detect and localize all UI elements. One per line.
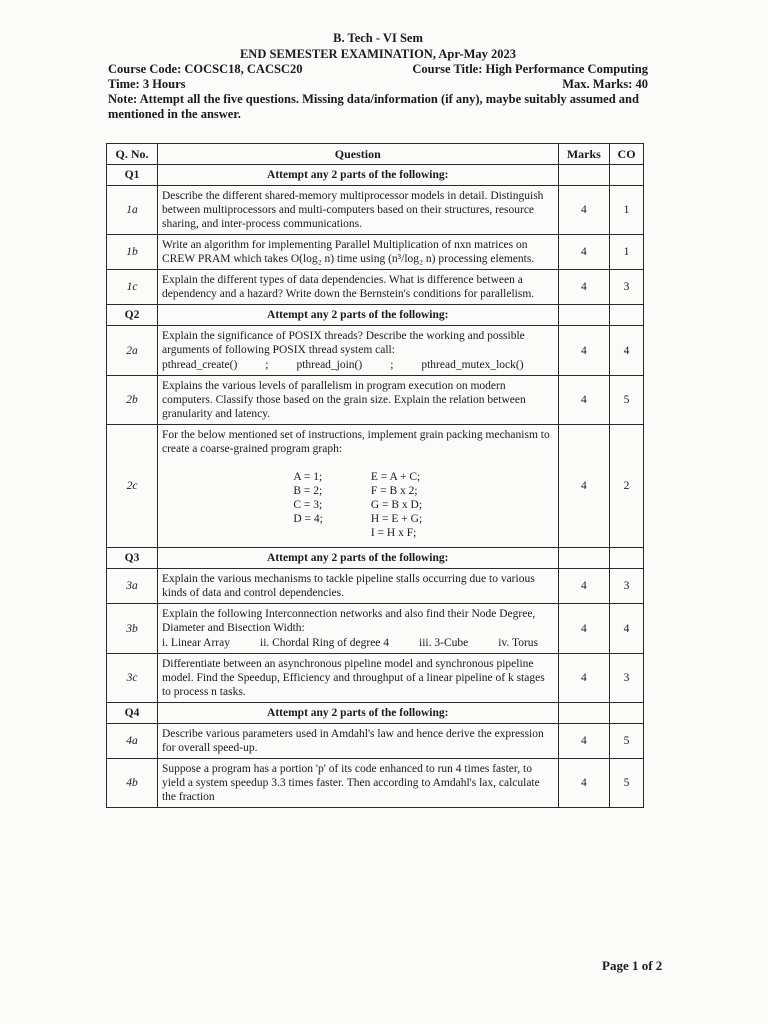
syscall-item: ; xyxy=(265,359,269,371)
exam-header xyxy=(108,30,648,122)
note: Note: Attempt all the five questions. Missing data/information (if any), maybe suitably assumed and mentioned in the answer. xyxy=(108,92,639,121)
question-marks: 4 xyxy=(558,235,610,270)
question-id: 1c xyxy=(107,270,158,305)
page-number: Page 1 of 2 xyxy=(602,958,663,973)
question-cell xyxy=(157,569,558,604)
question-text: Explain the different types of data dependencies. What is difference between a dependency and a hazard? Write down the Bernstein's conditions for parallelism. xyxy=(161,274,535,300)
instruction-line: A = 1; xyxy=(293,471,323,483)
instruction-line: E = A + C; xyxy=(370,471,421,483)
question-cell xyxy=(157,270,558,305)
question-co: 4 xyxy=(610,604,644,654)
syscall-item: pthread_mutex_lock() xyxy=(421,359,524,371)
question-marks: 4 xyxy=(558,759,610,808)
question-marks: 4 xyxy=(558,270,610,305)
header-qno: Q. No. xyxy=(107,144,158,165)
program-line: B. Tech - VI Sem xyxy=(333,31,423,45)
question-marks: 4 xyxy=(558,425,610,548)
question-co: 3 xyxy=(610,569,644,604)
course-row xyxy=(108,62,648,77)
question-text: Write an algorithm for implementing Parallel Multiplication of nxn matrices on CREW PRAM which takes O(log₂ n) time using (n³/log₂ n) processing elements. xyxy=(161,239,535,265)
question-co: 5 xyxy=(610,376,644,425)
question-row xyxy=(107,759,644,808)
question-row xyxy=(107,604,644,654)
header-co: CO xyxy=(610,144,644,165)
instruction-line: F = B x 2; xyxy=(370,485,418,497)
question-cell xyxy=(157,654,558,703)
question-row xyxy=(107,724,644,759)
question-row xyxy=(107,235,644,270)
question-text: Explain the various mechanisms to tackle pipeline stalls occurring due to various kinds of data and control dependencies. xyxy=(161,573,535,599)
instruction-line: B = 2; xyxy=(293,485,323,497)
question-row xyxy=(107,654,644,703)
question-row xyxy=(107,425,644,548)
question-marks: 4 xyxy=(558,186,610,235)
question-id: 3c xyxy=(107,654,158,703)
section-row xyxy=(107,305,644,326)
question-marks: 4 xyxy=(558,376,610,425)
question-row xyxy=(107,376,644,425)
section-qno: Q3 xyxy=(107,548,158,569)
network-item: iii. 3-Cube xyxy=(419,637,469,649)
question-co: 2 xyxy=(610,425,644,548)
question-text: For the below mentioned set of instructions, implement grain packing mechanism to create a coarse-grained program graph: xyxy=(161,429,550,455)
syscall-list xyxy=(162,358,554,372)
section-co xyxy=(610,703,644,724)
question-id: 3a xyxy=(107,569,158,604)
header-marks: Marks xyxy=(558,144,610,165)
section-row xyxy=(107,548,644,569)
question-id: 1a xyxy=(107,186,158,235)
syscall-item: pthread_join() xyxy=(296,359,363,371)
question-marks: 4 xyxy=(558,604,610,654)
question-cell xyxy=(157,759,558,808)
question-row xyxy=(107,569,644,604)
section-marks xyxy=(558,305,610,326)
section-title: Attempt any 2 parts of the following: xyxy=(157,548,558,569)
question-marks: 4 xyxy=(558,569,610,604)
instruction-line: I = H x F; xyxy=(370,527,417,539)
question-cell xyxy=(157,235,558,270)
question-id: 2c xyxy=(107,425,158,548)
question-text: Describe the different shared-memory multiprocessor models in detail. Distinguish between multiprocessors and multi-computers based on their structures, resource sharing, and inter-process communications. xyxy=(161,190,544,230)
question-id: 2b xyxy=(107,376,158,425)
question-table xyxy=(106,143,644,808)
section-co xyxy=(610,548,644,569)
question-id: 2a xyxy=(107,326,158,376)
time: Time: 3 Hours xyxy=(108,77,186,91)
question-co: 5 xyxy=(610,759,644,808)
question-text: Differentiate between an asynchronous pipeline model and synchronous pipeline model. Find the Speedup, Efficiency and throughput of a linear pipeline of k stages to process n tasks. xyxy=(161,658,545,698)
question-co: 1 xyxy=(610,235,644,270)
section-marks xyxy=(558,548,610,569)
instruction-line: G = B x D; xyxy=(370,499,423,511)
question-row xyxy=(107,326,644,376)
section-co xyxy=(610,305,644,326)
section-marks xyxy=(558,165,610,186)
max-marks: Max. Marks: 40 xyxy=(562,77,648,91)
question-text: Suppose a program has a portion 'p' of its code enhanced to run 4 times faster, to yield a system speedup 3.3 times faster. Then according to Amdahl's lax, calculate the fraction xyxy=(161,763,540,803)
time-row xyxy=(108,77,648,92)
instruction-column xyxy=(371,470,422,540)
network-item: ii. Chordal Ring of degree 4 xyxy=(260,637,390,649)
section-qno: Q2 xyxy=(107,305,158,326)
question-text: Explains the various levels of parallelism in program execution on modern computers. Classify those based on the grain size. Explain the relation between granularity and latency. xyxy=(161,380,526,420)
instruction-column xyxy=(293,470,323,540)
course-title: Course Title: High Performance Computing xyxy=(412,62,648,76)
syscall-item: ; xyxy=(390,359,394,371)
question-id: 4b xyxy=(107,759,158,808)
instruction-line: C = 3; xyxy=(293,499,323,511)
section-marks xyxy=(558,703,610,724)
question-cell xyxy=(157,724,558,759)
section-title: Attempt any 2 parts of the following: xyxy=(157,165,558,186)
question-cell xyxy=(157,186,558,235)
section-co xyxy=(610,165,644,186)
question-marks: 4 xyxy=(558,326,610,376)
instruction-line: H = E + G; xyxy=(370,513,423,525)
question-text: Explain the significance of POSIX threads? Describe the working and possible arguments of following POSIX thread system call: xyxy=(161,330,525,356)
network-item: iv. Torus xyxy=(498,637,539,649)
question-id: 4a xyxy=(107,724,158,759)
question-row xyxy=(107,270,644,305)
question-text: Explain the following Interconnection networks and also find their Node Degree, Diameter and Bisection Width: xyxy=(161,608,536,634)
table-header-row xyxy=(107,144,644,165)
question-co: 3 xyxy=(610,654,644,703)
instruction-line: D = 4; xyxy=(293,513,323,525)
question-marks: 4 xyxy=(558,654,610,703)
header-question: Question xyxy=(157,144,558,165)
question-co: 4 xyxy=(610,326,644,376)
question-id: 1b xyxy=(107,235,158,270)
section-title: Attempt any 2 parts of the following: xyxy=(157,305,558,326)
section-row xyxy=(107,165,644,186)
question-id: 3b xyxy=(107,604,158,654)
network-list xyxy=(162,636,554,650)
question-cell xyxy=(157,604,558,654)
exam-line: END SEMESTER EXAMINATION, Apr-May 2023 xyxy=(239,47,517,61)
section-title: Attempt any 2 parts of the following: xyxy=(157,703,558,724)
question-co: 5 xyxy=(610,724,644,759)
question-marks: 4 xyxy=(558,724,610,759)
section-qno: Q4 xyxy=(107,703,158,724)
question-co: 3 xyxy=(610,270,644,305)
question-co: 1 xyxy=(610,186,644,235)
section-row xyxy=(107,703,644,724)
question-cell xyxy=(157,326,558,376)
question-row xyxy=(107,186,644,235)
question-text: Describe various parameters used in Amdahl's law and hence derive the expression for overall speed-up. xyxy=(161,728,544,754)
syscall-item: pthread_create() xyxy=(161,359,238,371)
instruction-block xyxy=(162,470,554,540)
question-cell xyxy=(157,425,558,548)
table-body xyxy=(107,165,644,808)
network-item: i. Linear Array xyxy=(161,637,230,649)
section-qno: Q1 xyxy=(107,165,158,186)
course-code: Course Code: COCSC18, CACSC20 xyxy=(108,62,303,76)
question-cell xyxy=(157,376,558,425)
